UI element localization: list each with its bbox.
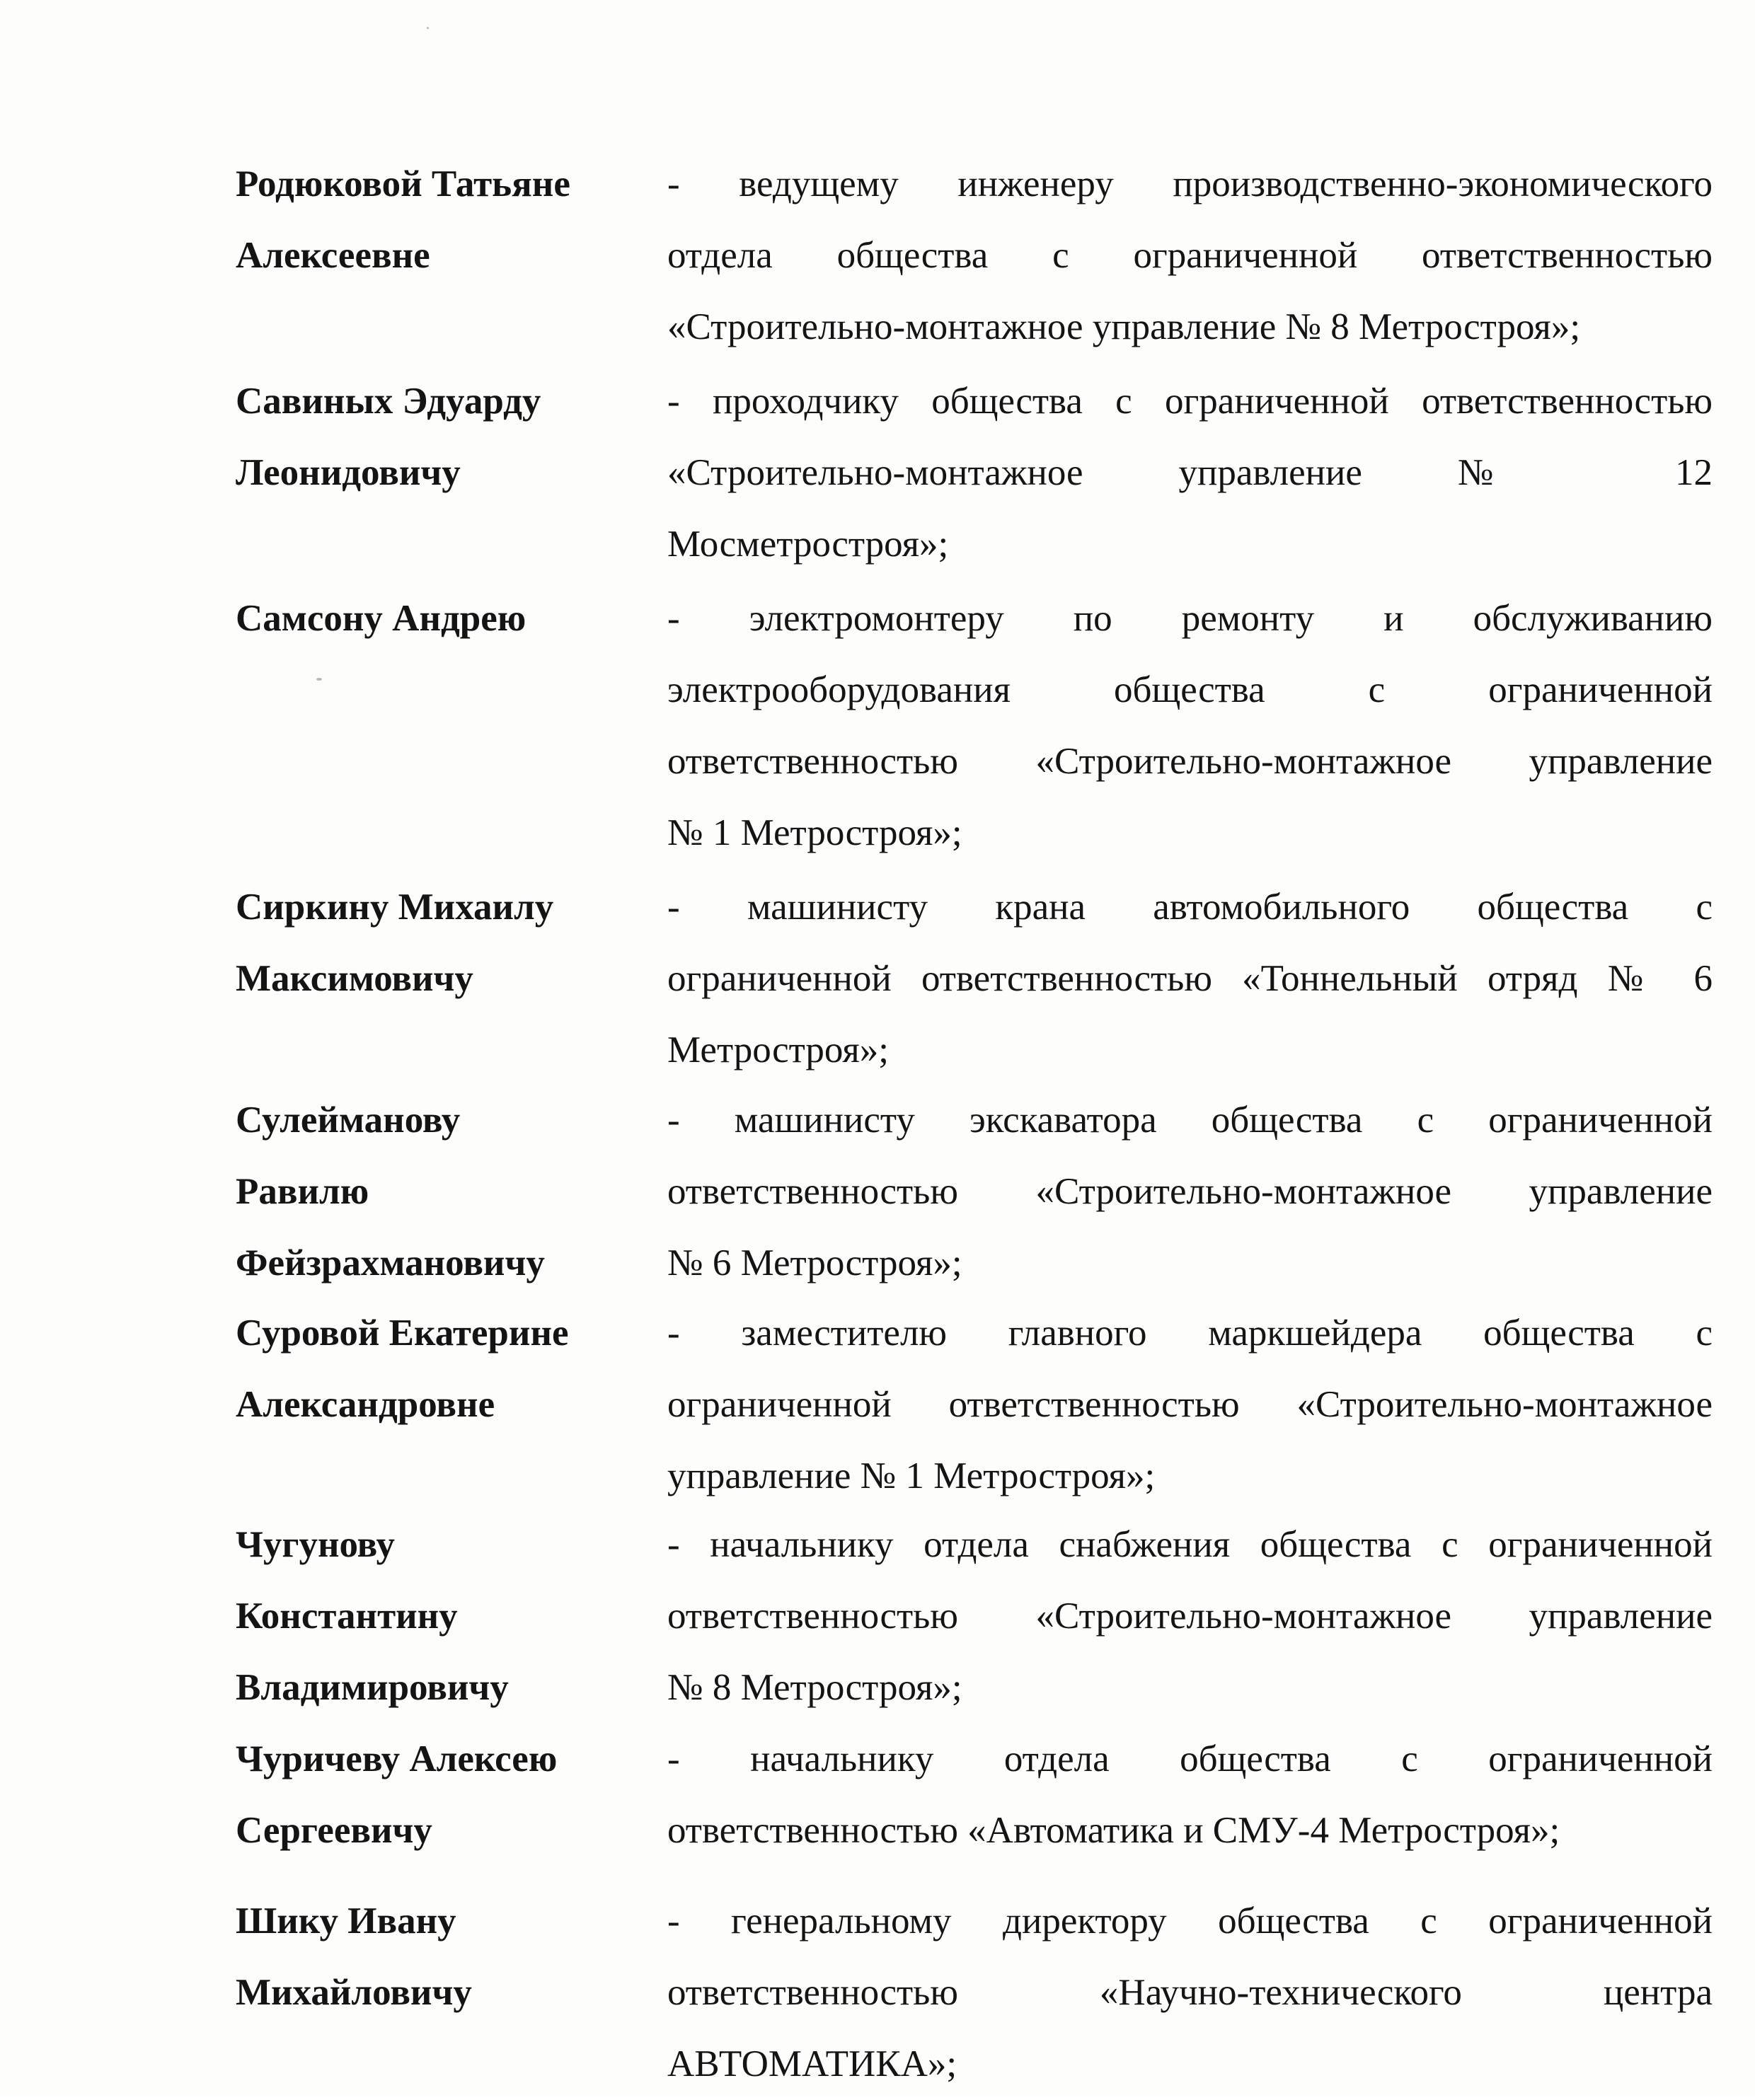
description-line: электрооборудования общества с ограниченной: [667, 669, 1713, 710]
description-line: ответственностью «Строительно-монтажное управление: [667, 1171, 1713, 1212]
person-name-line: Сулейманову: [236, 1100, 461, 1141]
person-name-line: Михайловичу: [236, 1972, 472, 2013]
person-name: [236, 1886, 632, 2029]
person-name-line: Сиркину Михаилу: [236, 887, 554, 928]
person-name-line: Шику Ивану: [236, 1900, 456, 1942]
description-line: - начальнику отдела общества с ограниченной: [667, 1738, 1713, 1779]
person-name-line: Константину: [236, 1596, 458, 1637]
person-name-line: Чугунову: [236, 1524, 395, 1565]
position-description: [667, 1509, 1713, 1724]
description-line: ответственностью «Строительно-монтажное управление: [667, 1596, 1713, 1637]
person-name-line: Чуричеву Алексею: [236, 1738, 558, 1779]
person-name-line: Леонидовичу: [236, 452, 461, 493]
description-line: № 6 Метростроя»;: [667, 1242, 962, 1283]
person-name-line: Равилю: [236, 1171, 369, 1212]
description-line: Мосметростроя»;: [667, 524, 949, 565]
description-line: Метростроя»;: [667, 1029, 890, 1071]
description-line: управление № 1 Метростроя»;: [667, 1455, 1156, 1496]
position-description: [667, 149, 1713, 363]
description-line: - заместителю главного маркшейдера общества с: [667, 1312, 1713, 1354]
person-name: [236, 872, 632, 1015]
description-line: - машинисту экскаватора общества с ограниченной: [667, 1100, 1713, 1141]
person-name: [236, 1298, 632, 1441]
description-line: ответственностью «Строительно-монтажное управление: [667, 741, 1713, 782]
person-name-line: Фейзрахмановичу: [236, 1242, 545, 1283]
person-name-line: Александровне: [236, 1384, 495, 1425]
description-line: АВТОМАТИКА»;: [667, 2043, 957, 2084]
description-line: ответственностью «Автоматика и СМУ-4 Метростроя»;: [667, 1810, 1560, 1851]
description-line: - ведущему инженеру производственно-экономического: [667, 163, 1713, 204]
description-line: ответственностью «Научно-технического центра: [667, 1972, 1713, 2013]
scan-speck: [316, 678, 322, 681]
person-name: [236, 1724, 632, 1867]
description-line: ограниченной ответственностью «Строительно-монтажное: [667, 1384, 1713, 1425]
position-description: [667, 1298, 1713, 1512]
person-name: [236, 1509, 632, 1724]
position-description: [667, 1085, 1713, 1299]
position-description: [667, 1886, 1713, 2100]
person-name-line: Максимовичу: [236, 958, 473, 999]
description-line: № 1 Метростроя»;: [667, 812, 962, 853]
position-description: [667, 366, 1713, 580]
position-description: [667, 583, 1713, 869]
person-name-line: Самсону Андрею: [236, 598, 526, 639]
description-line: - машинисту крана автомобильного общества с: [667, 887, 1713, 928]
description-line: отдела общества с ограниченной ответственностью: [667, 235, 1713, 276]
description-line: № 8 Метростроя»;: [667, 1667, 962, 1708]
person-name-line: Владимировичу: [236, 1667, 509, 1708]
description-line: «Строительно-монтажное управление № 8 Метростроя»;: [667, 306, 1581, 347]
person-name-line: Алексеевне: [236, 235, 430, 276]
position-description: [667, 1724, 1713, 1867]
person-name-line: Сергеевичу: [236, 1810, 432, 1851]
scan-speck: [427, 27, 429, 29]
person-name: [236, 366, 632, 509]
person-name: [236, 149, 632, 292]
person-name-line: Родюковой Татьяне: [236, 163, 570, 204]
description-line: - начальнику отдела снабжения общества с ограниченной: [667, 1524, 1713, 1565]
person-name-line: Суровой Екатерине: [236, 1312, 569, 1354]
person-name: [236, 583, 632, 654]
description-line: ограниченной ответственностью «Тоннельный отряд № 6: [667, 958, 1713, 999]
position-description: [667, 872, 1713, 1086]
description-line: - электромонтеру по ремонту и обслуживанию: [667, 598, 1713, 639]
person-name: [236, 1085, 632, 1299]
description-line: - проходчику общества с ограниченной ответственностью: [667, 381, 1713, 422]
description-line: «Строительно-монтажное управление № 12: [667, 452, 1713, 493]
person-name-line: Савиных Эдуарду: [236, 381, 541, 422]
description-line: - генеральному директору общества с ограниченной: [667, 1900, 1713, 1942]
